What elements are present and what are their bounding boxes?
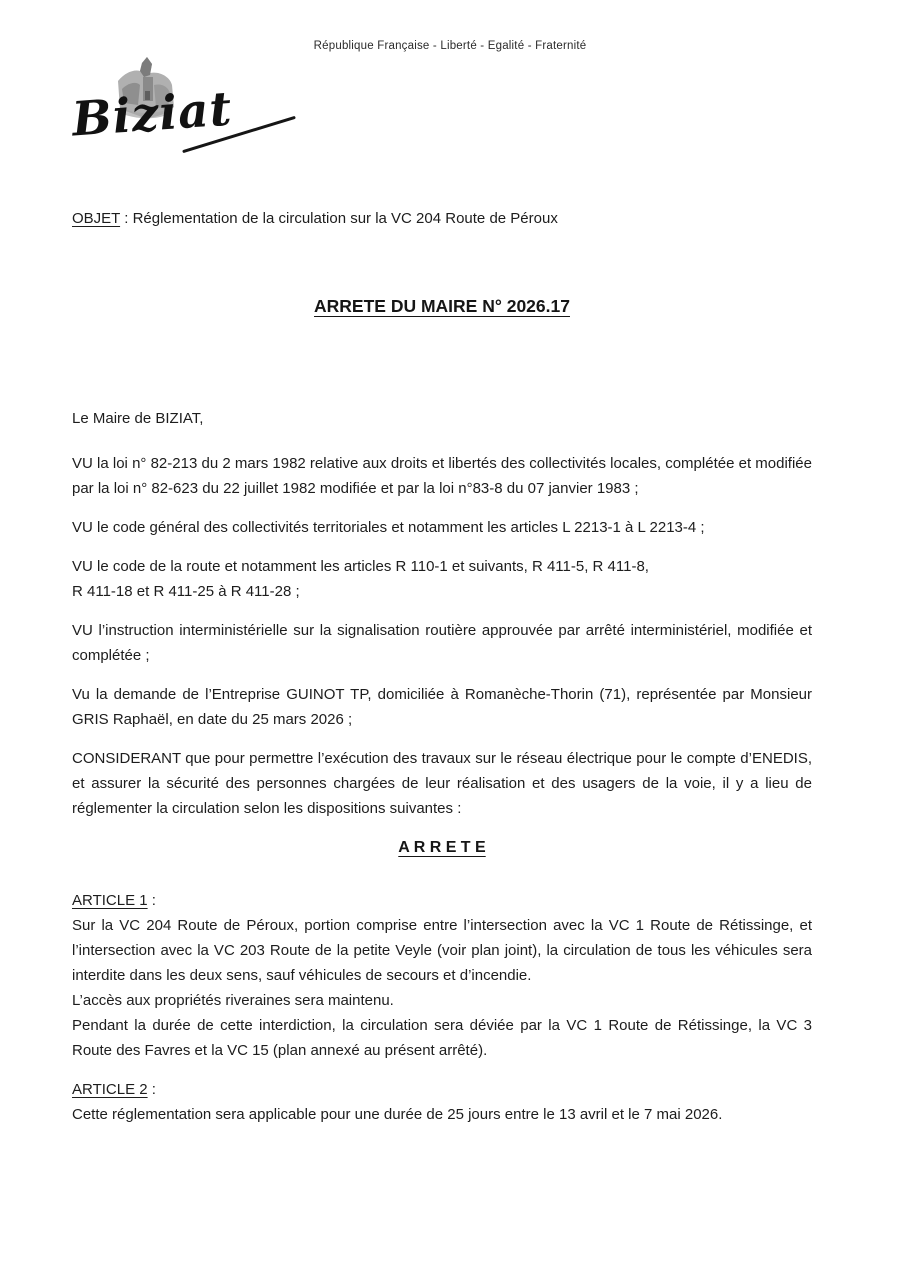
article-1-label: ARTICLE 1 — [72, 892, 148, 909]
vu-law-clause: VU la loi n° 82-213 du 2 mars 1982 relative aux droits et libertés des collectivités locales, complétée et modifiée par la loi n° 82-623 du 22 juillet 1982 modifiée et par la loi n°83-8 du 07 janvier 1983 ; — [72, 455, 812, 497]
decree-title: ARRETE DU MAIRE N° 2026.17 — [314, 296, 570, 316]
article-1-colon: : — [147, 892, 156, 909]
article-2-colon: : — [147, 1081, 156, 1098]
objet-line — [72, 206, 812, 231]
article-1-body: Sur la VC 204 Route de Péroux, portion comprise entre l’intersection avec la VC 1 Route de Rétissinge, et l’intersection avec la VC 203 Route de la petite Veyle (voir plan joint), la circulation de tous les véhicules sera interdite dans les deux sens, sauf véhicules de secours et d’incendie. L’accès aux propriétés riveraines sera maintenu. Pendant la durée de cette interdiction, la circulation sera déviée par la VC 1 Route de Rétissinge, la VC 3 Route des Favres et la VC 15 (plan annexé au présent arrêté). — [72, 917, 812, 1059]
article-2-body: Cette réglementation sera applicable pour une durée de 25 jours entre le 13 avril et le 7 mai 2026. — [72, 1106, 723, 1123]
vu-instruction-clause: VU l’instruction interministérielle sur la signalisation routière approuvée par arrêté interministériel, modifiée et complétée ; — [72, 622, 812, 664]
logo-script-text: Biziat — [70, 81, 235, 148]
article-2-label: ARTICLE 2 — [72, 1081, 148, 1098]
article-1 — [72, 888, 812, 1063]
vu-demande-clause: Vu la demande de l’Entreprise GUINOT TP, domiciliée à Romanèche-Thorin (71), représentée par Monsieur GRIS Raphaël, en date du 25 mars 2026 ; — [72, 686, 812, 728]
objet-label: OBJET — [72, 210, 121, 227]
vu-code-collectivites-clause: VU le code général des collectivités territoriales et notamment les articles L 2213-1 à L 2213-4 ; — [72, 519, 705, 536]
article-2 — [72, 1077, 812, 1127]
vu-code-route-clause: VU le code de la route et notamment les articles R 110-1 et suivants, R 411-5, R 411-8, R 411-18 et R 411-25 à R 411-28 ; — [72, 558, 649, 600]
republic-motto: République Française - Liberté - Egalité - Fraternité — [313, 40, 587, 52]
article-1-label-line — [72, 888, 812, 913]
intro-line: Le Maire de BIZIAT, — [72, 410, 204, 427]
objet-text: : Réglementation de la circulation sur la VC 204 Route de Péroux — [120, 210, 558, 227]
biziat-logo — [72, 55, 292, 170]
decree-body — [72, 206, 812, 1141]
considerant-clause: CONSIDERANT que pour permettre l’exécution des travaux sur le réseau électrique pour le compte d’ENEDIS, et assurer la sécurité des personnes chargées de leur réalisation et des usagers de la voie, il y a lieu de réglementer la circulation selon les dispositions suivantes : — [72, 750, 812, 817]
article-2-label-line — [72, 1077, 812, 1102]
arrete-heading: A R R E T E — [398, 839, 486, 856]
